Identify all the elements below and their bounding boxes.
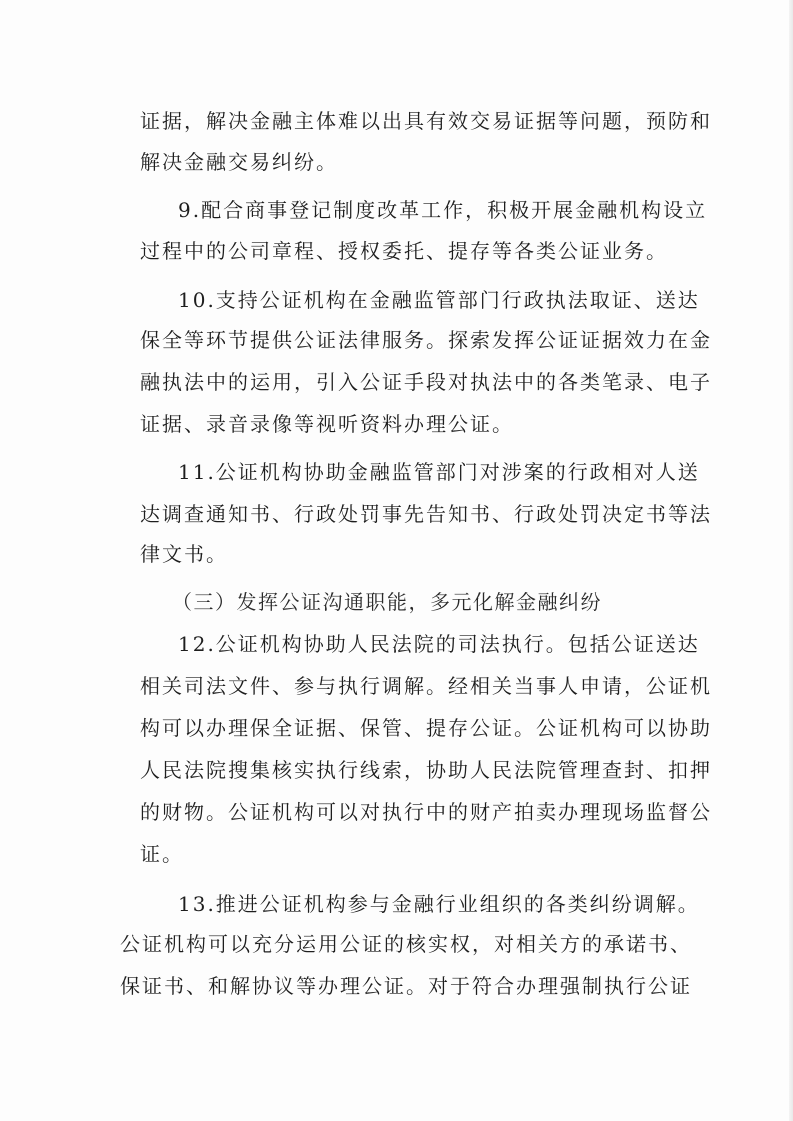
text-line-15: 构可以办理保全证据、保管、提存公证。公证机构可以协助 bbox=[140, 716, 712, 740]
text-line-2: 解决金融交易纠纷。 bbox=[140, 150, 338, 174]
text-line-13: 12.公证机构协助人民法院的司法执行。包括公证送达 bbox=[178, 632, 700, 656]
text-line-3: 9.配合商事登记制度改革工作，积极开展金融机构设立 bbox=[178, 198, 708, 222]
text-line-17: 的财物。公证机构可以对执行中的财产拍卖办理现场监督公 bbox=[140, 800, 712, 824]
text-line-4: 过程中的公司章程、授权委托、提存等各类公证业务。 bbox=[140, 239, 668, 263]
text-line-18: 证。 bbox=[140, 842, 184, 866]
text-line-8: 证据、录音录像等视听资料办理公证。 bbox=[140, 412, 514, 436]
text-line-16: 人民法院搜集核实执行线索，协助人民法院管理查封、扣押 bbox=[140, 758, 712, 782]
text-line-6: 保全等环节提供公证法律服务。探索发挥公证证据效力在金 bbox=[140, 328, 712, 352]
text-line-19: 13.推进公证机构参与金融行业组织的各类纠纷调解。 bbox=[178, 892, 700, 916]
text-line-14: 相关司法文件、参与执行调解。经相关当事人申请，公证机 bbox=[140, 674, 712, 698]
text-line-9: 11.公证机构协助金融监管部门对涉案的行政相对人送 bbox=[178, 460, 700, 484]
text-line-10: 达调查通知书、行政处罚事先告知书、行政处罚决定书等法 bbox=[140, 502, 712, 526]
text-line-7: 融执法中的运用，引入公证手段对执法中的各类笔录、电子 bbox=[140, 370, 712, 394]
text-line-11: 律文书。 bbox=[140, 542, 228, 566]
text-line-1: 证据，解决金融主体难以出具有效交易证据等问题，预防和 bbox=[140, 109, 712, 133]
text-line-21: 保证书、和解协议等办理公证。对于符合办理强制执行公证 bbox=[120, 974, 692, 998]
section-heading: （三）发挥公证沟通职能，多元化解金融纠纷 bbox=[172, 590, 602, 614]
text-line-5: 10.支持公证机构在金融监管部门行政执法取证、送达 bbox=[178, 288, 700, 312]
text-line-20: 公证机构可以充分运用公证的核实权，对相关方的承诺书、 bbox=[120, 932, 692, 956]
scan-edge bbox=[789, 0, 793, 1121]
